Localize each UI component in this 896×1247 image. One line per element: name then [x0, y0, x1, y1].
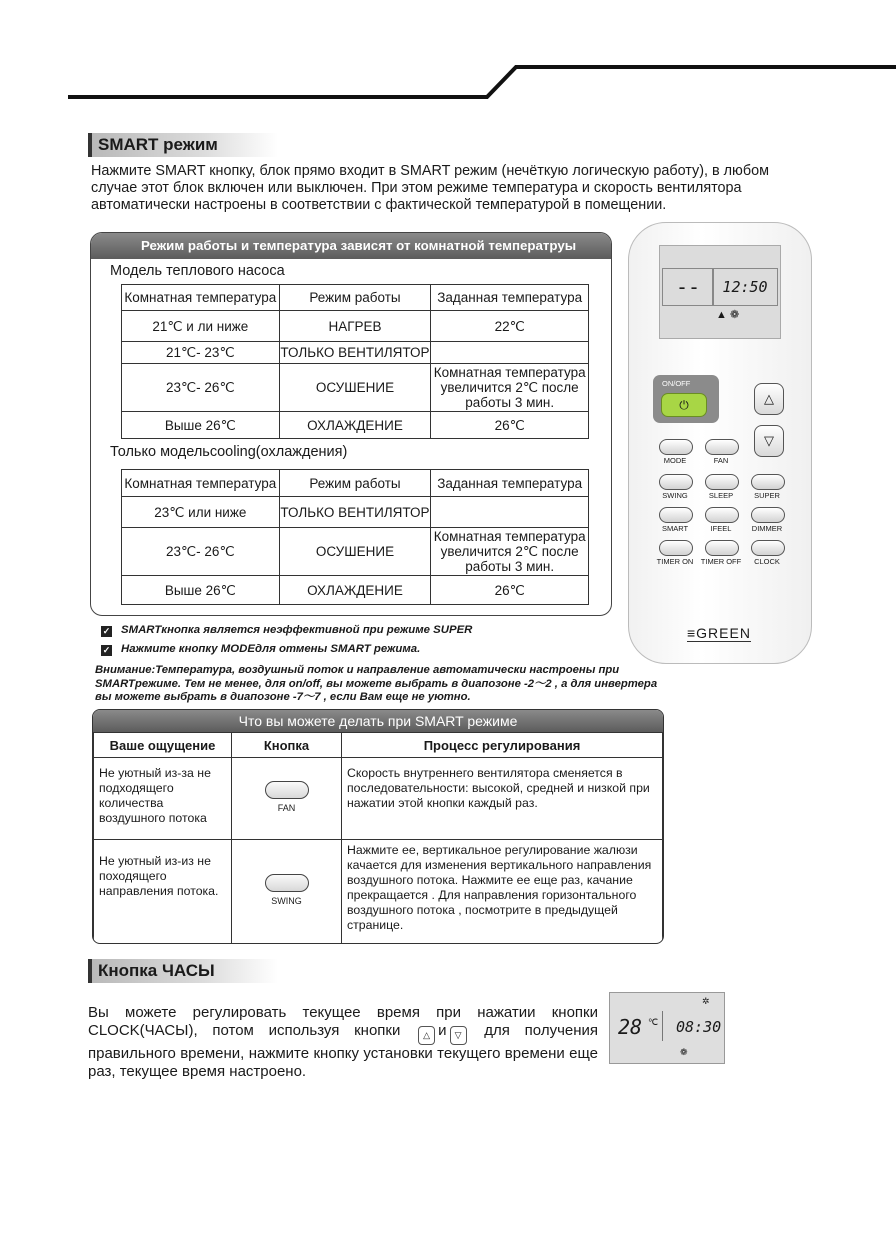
table-row: [94, 840, 663, 944]
cell-button: [232, 840, 342, 944]
cell-set: 26℃: [431, 576, 589, 605]
cooling-table: [121, 469, 589, 605]
table-row: [94, 758, 663, 840]
cell-temp: 23℃ или ниже: [122, 497, 280, 528]
sleep-button[interactable]: [705, 474, 739, 490]
smart-label: SMART: [661, 524, 689, 533]
note-1-text: SMARTкнопка является неэффективной при режиме SUPER: [121, 624, 473, 636]
col-set-temp: Заданная температура: [431, 285, 589, 311]
cell-process: Скорость внутреннего вентилятора сменяется в последовательности: высокой, средней и низкой при нажатии этой кнопки каждый раз.: [342, 758, 663, 840]
table-row: [122, 470, 589, 497]
header-rule: [0, 0, 896, 110]
celsius-icon: ℃: [648, 1017, 659, 1027]
cell-set: [431, 497, 589, 528]
cell-mode: ОХЛАЖДЕНИЕ: [279, 412, 431, 439]
col-process: Процесс регулирования: [342, 733, 663, 758]
note-2-text: Нажмите кнопку MODEдля отмены SMART режима.: [121, 643, 421, 655]
brand-name: GREEN: [696, 625, 751, 641]
table-row: [122, 412, 589, 439]
clock-text-a: Вы можете регулировать текущее время при нажатии кнопки CLOCK(ЧАСЫ), потом используя кнопки: [88, 1004, 598, 1039]
cell-set: [431, 342, 589, 364]
table-row: [122, 497, 589, 528]
fan-label: FAN: [713, 456, 729, 465]
clock-text-b: для получения правильного времени, нажмите кнопку установки текущего времени еще раз, текущее время настроено.: [88, 1022, 599, 1080]
check-icon: ✓: [102, 626, 111, 636]
cell-temp: 23℃- 26℃: [122, 528, 280, 576]
heatpump-title: Модель теплового насоса: [110, 263, 285, 279]
super-button[interactable]: [751, 474, 785, 490]
swing-button-illustration: [265, 874, 309, 892]
mode-temp-header: Режим работы и температура зависят от комнатной температруы: [91, 233, 611, 259]
mode-button[interactable]: [659, 439, 693, 455]
timer-on-label: TIMER ON: [656, 557, 694, 566]
dimmer-label: DIMMER: [751, 524, 783, 533]
cell-mode: НАГРЕВ: [279, 311, 431, 342]
smart-heading: SMART режим: [88, 133, 278, 157]
sleep-label: SLEEP: [708, 491, 734, 500]
clock-text: [88, 1004, 598, 1081]
timer-off-button[interactable]: [705, 540, 739, 556]
table-row: [122, 528, 589, 576]
note-2: [101, 643, 420, 656]
cell-temp: Выше 26℃: [122, 576, 280, 605]
cell-feeling: Не уютный из-за не подходящего количества воздушного потока: [94, 758, 232, 840]
col-feeling: Ваше ощущение: [94, 733, 232, 758]
smart-actions-box: [92, 709, 664, 944]
cell-set: 22℃: [431, 311, 589, 342]
table-row: [122, 576, 589, 605]
col-mode: Режим работы: [279, 285, 431, 311]
col-mode: Режим работы: [279, 470, 431, 497]
lcd-time: 08:30: [676, 1018, 722, 1036]
swing-button[interactable]: [659, 474, 693, 490]
cell-set: Комнатная температура увеличится 2℃ после работы 3 мин.: [431, 364, 589, 412]
smart-button[interactable]: [659, 507, 693, 523]
remote-control: [628, 222, 812, 664]
snowflake-icon: ✲: [702, 996, 710, 1006]
col-set-temp: Заданная температура: [431, 470, 589, 497]
warning-text: Внимание:Температура, воздушный поток и направление автоматически настроены при SMARTрежиме. Тем не менее, для on/off, вы можете выбрать в диапозоне -2～2 , а для инвертера вы можете выбрать в диапозоне -7～7 , если Вам еще не уютно.: [95, 664, 658, 703]
smart-actions-header: Что вы можете делать при SMART режиме: [93, 710, 663, 732]
ifeel-label: IFEEL: [710, 524, 732, 533]
clock-button[interactable]: [751, 540, 785, 556]
dimmer-button[interactable]: [751, 507, 785, 523]
check-icon: ✓: [102, 645, 111, 655]
up-arrow-icon: △: [418, 1026, 435, 1045]
lcd-right: 12:50: [712, 268, 778, 306]
onoff-panel: [653, 375, 719, 423]
ifeel-button[interactable]: [705, 507, 739, 523]
super-label: SUPER: [754, 491, 780, 500]
cell-mode: ОСУШЕНИЕ: [279, 364, 431, 412]
cell-mode: ТОЛЬКО ВЕНТИЛЯТОР: [279, 342, 431, 364]
cell-button: [232, 758, 342, 840]
smart-actions-table: [93, 732, 663, 944]
lcd-divider: [662, 1011, 663, 1041]
fan-icon: ❁: [680, 1047, 688, 1057]
col-room-temp: Комнатная температура: [122, 285, 280, 311]
clock-text-and: и: [438, 1022, 447, 1039]
cell-temp: 23℃- 26℃: [122, 364, 280, 412]
fan-button-illustration: [265, 781, 309, 799]
down-arrow-icon: ▽: [450, 1026, 467, 1045]
note-1: [101, 624, 472, 637]
remote-lcd: [659, 245, 781, 339]
cell-temp: Выше 26℃: [122, 412, 280, 439]
timer-off-label: TIMER OFF: [700, 557, 742, 566]
timer-on-button[interactable]: [659, 540, 693, 556]
col-room-temp: Комнатная температура: [122, 470, 280, 497]
fan-button[interactable]: [705, 439, 739, 455]
cooling-title: Только модельcooling(охлаждения): [110, 444, 348, 460]
table-row: [94, 733, 663, 758]
clock-heading: Кнопка ЧАСЫ: [88, 959, 278, 983]
power-button[interactable]: ⏻: [661, 393, 707, 417]
swing-button-label: SWING: [271, 896, 302, 906]
lcd-left: --: [662, 268, 714, 306]
cell-temp: 21℃ и ли ниже: [122, 311, 280, 342]
fan-button-label: FAN: [277, 803, 296, 813]
cell-mode: ТОЛЬКО ВЕНТИЛЯТОР: [279, 497, 431, 528]
table-row: [122, 285, 589, 311]
clock-label: CLOCK: [754, 557, 780, 566]
down-button[interactable]: ▽: [754, 425, 784, 457]
cell-mode: ОСУШЕНИЕ: [279, 528, 431, 576]
table-row: [122, 342, 589, 364]
brand-logo: [687, 625, 751, 642]
cell-process: Нажмите ее, вертикальное регулирование жалюзи качается для изменения вертикального направления воздушного потока. Нажмите ее еще раз, качание прекращается . Для направления горизонтального воздушного потока , посмотрите в предыдущей странице.: [342, 840, 663, 944]
mode-label: MODE: [663, 456, 687, 465]
cell-feeling: Не уютный из-из не походящего направления потока.: [94, 840, 232, 944]
heatpump-table: [121, 284, 589, 439]
onoff-label: ON/OFF: [662, 379, 691, 388]
smart-intro: Нажмите SMART кнопку, блок прямо входит в SMART режим (нечёткую логическую работу), в любом случае этот блок включен или выключен. При этом режиме температура и скорость вентилятора автоматически настроены в соответствии с фактической температурой в помещении.: [91, 163, 769, 213]
lcd-temp: 28: [618, 1015, 643, 1039]
brand-icon: ≡: [687, 625, 697, 641]
cell-set: Комнатная температура увеличится 2℃ после работы 3 мин.: [431, 528, 589, 576]
col-button: Кнопка: [232, 733, 342, 758]
swing-label: SWING: [662, 491, 688, 500]
up-button[interactable]: △: [754, 383, 784, 415]
cell-temp: 21℃- 23℃: [122, 342, 280, 364]
cell-set: 26℃: [431, 412, 589, 439]
clock-lcd: [609, 992, 725, 1064]
cell-mode: ОХЛАЖДЕНИЕ: [279, 576, 431, 605]
lcd-indicator-icon: ▲ ❁: [716, 309, 740, 321]
table-row: [122, 311, 589, 342]
table-row: [122, 364, 589, 412]
